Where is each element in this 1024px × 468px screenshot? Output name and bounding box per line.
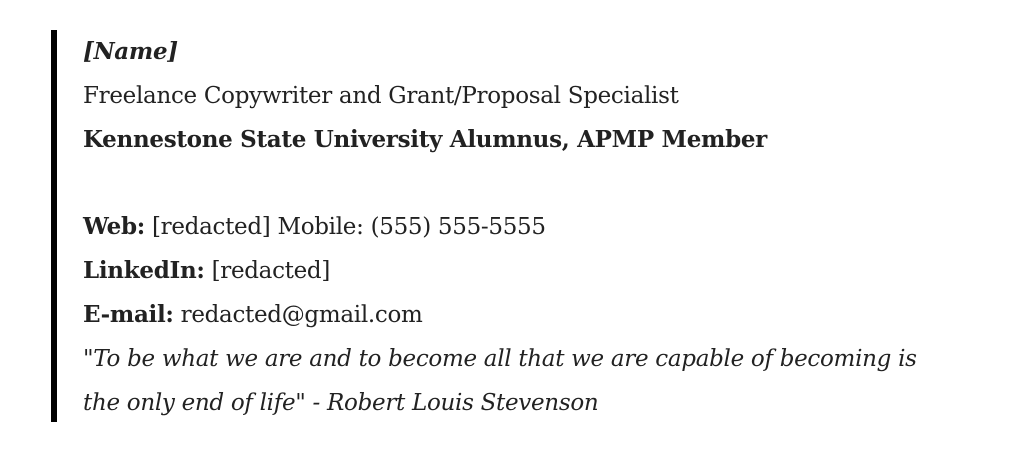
signature-affiliation: Kennestone State University Alumnus, APMP Member — [83, 126, 768, 153]
linkedin-label: LinkedIn: — [83, 257, 205, 284]
email-signature — [83, 30, 983, 425]
email-label: E-mail: — [83, 301, 174, 328]
web-link[interactable]: [redacted] — [151, 214, 271, 240]
blockquote-bar — [51, 30, 57, 422]
web-label: Web: — [83, 213, 145, 240]
contact-web-mobile-row — [83, 205, 983, 249]
signature-name: [Name] — [83, 38, 178, 65]
quote-line-2: the only end of life" - Robert Louis Stevenson — [83, 390, 599, 416]
contact-email-row — [83, 293, 983, 337]
linkedin-link[interactable]: [redacted] — [211, 258, 331, 284]
signature-title: Freelance Copywriter and Grant/Proposal Specialist — [83, 83, 679, 109]
mobile-number[interactable]: (555) 555-5555 — [370, 214, 546, 240]
signature-spacer — [83, 162, 983, 205]
contact-linkedin-row — [83, 249, 983, 293]
quote-line-1: "To be what we are and to become all that we are capable of becoming is — [83, 346, 917, 372]
email-link[interactable]: redacted@gmail.com — [180, 302, 423, 328]
mobile-label: Mobile: — [277, 214, 364, 240]
